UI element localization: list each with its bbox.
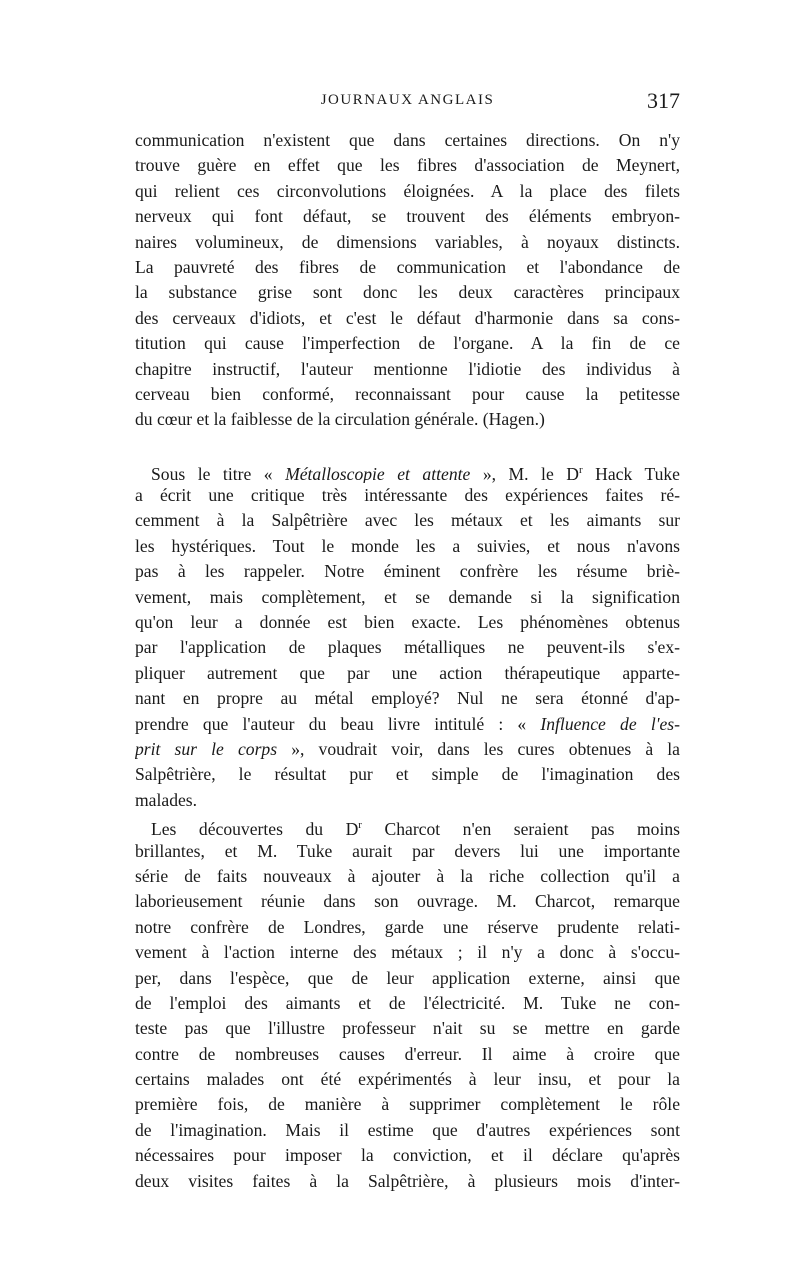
text-run: », voudrait voir, dans les cures obtenues à la xyxy=(277,738,680,759)
text-line: de l'emploi des aimants et de l'électricité. M. Tuke ne con- xyxy=(135,992,680,1013)
text-line xyxy=(135,458,680,483)
text-line: première fois, de manière à supprimer complètement le rôle xyxy=(135,1094,680,1115)
text-line: de l'imagination. Mais il estime que d'autres expériences sont xyxy=(135,1119,680,1140)
text-line xyxy=(135,813,680,838)
text-line: du cœur et la faiblesse de la circulation générale. (Hagen.) xyxy=(135,409,545,430)
text-line: per, dans l'espèce, que de leur application externe, ainsi que xyxy=(135,967,680,988)
text-run: », M. le D xyxy=(470,463,579,484)
text-line: qui relient ces circonvolutions éloignées. A la place des filets xyxy=(135,180,680,201)
text-line: pas à les rappeler. Notre éminent confrère les résume briè- xyxy=(135,561,680,582)
book-title: Métalloscopie et attente xyxy=(285,463,471,484)
text-line: contre de nombreuses causes d'erreur. Il aime à croire que xyxy=(135,1043,680,1064)
superscript: r xyxy=(578,463,583,476)
running-head xyxy=(135,88,680,116)
text-line: nerveux qui font défaut, se trouvent des éléments embryon- xyxy=(135,206,680,227)
paragraph-gap xyxy=(135,433,680,458)
text-line: série de faits nouveaux à ajouter à la riche collection qu'il a xyxy=(135,865,680,886)
superscript: r xyxy=(358,819,362,832)
running-title: JOURNAUX ANGLAIS xyxy=(320,92,495,108)
body-text xyxy=(135,128,680,1194)
text-line: trouve guère en effet que les fibres d'association de Meynert, xyxy=(135,155,680,176)
paragraph-1 xyxy=(135,128,680,433)
text-line: titution qui cause l'imperfection de l'organe. A la fin de ce xyxy=(135,333,680,354)
text-line: cemment à la Salpêtrière avec les métaux et les aimants sur xyxy=(135,510,680,531)
text-line: communication n'existent que dans certaines directions. On n'y xyxy=(135,130,680,150)
book-title: Influence de l'es- xyxy=(540,713,680,734)
text-line: a écrit une critique très intéressante des expériences faites ré- xyxy=(135,485,680,506)
text-line: malades. xyxy=(135,789,198,810)
text-line: Salpêtrière, le résultat pur et simple de l'imagination des xyxy=(135,764,680,785)
text-line: certains malades ont été expérimentés à leur insu, et pour la xyxy=(135,1069,680,1090)
text-line: qu'on leur a donnée est bien exacte. Les phénomènes obtenus xyxy=(135,612,680,633)
text-line: la substance grise sont donc les deux caractères principaux xyxy=(135,282,680,303)
paragraph-3 xyxy=(135,813,680,1194)
text-run: Charcot n'en seraient pas moins xyxy=(361,819,680,839)
text-line: les hystériques. Tout le monde les a suivies, et nous n'avons xyxy=(135,535,680,556)
text-line: cerveau bien conformé, reconnaissant pour cause la petitesse xyxy=(135,383,680,404)
text-line xyxy=(135,737,680,762)
text-line: naires volumineux, de dimensions variables, à noyaux distincts. xyxy=(135,231,680,252)
text-line: La pauvreté des fibres de communication et l'abondance de xyxy=(135,256,680,277)
text-line: notre confrère de Londres, garde une réserve prudente relati- xyxy=(135,916,680,937)
text-line xyxy=(135,712,680,737)
book-title: prit sur le corps xyxy=(135,738,278,759)
text-run: prendre que l'auteur du beau livre intitulé : « xyxy=(135,713,541,734)
text-line: vement à l'action interne des métaux ; il n'y a donc à s'occu- xyxy=(135,942,680,963)
text-line: nant en propre au métal employé? Nul ne sera étonné d'ap- xyxy=(135,688,680,709)
text-line: chapitre instructif, l'auteur mentionne l'idiotie des individus à xyxy=(135,358,680,379)
text-line: des cerveaux d'idiots, et c'est le défaut d'harmonie dans sa cons- xyxy=(135,307,680,328)
text-line: pliquer autrement que par une action thérapeutique apparte- xyxy=(135,662,680,683)
text-run: Les découvertes du D xyxy=(151,819,359,839)
text-line: par l'application de plaques métalliques ne peuvent-ils s'ex- xyxy=(135,637,680,658)
page-number: 317 xyxy=(647,88,680,113)
text-line: deux visites faites à la Salpêtrière, à plusieurs mois d'inter- xyxy=(135,1170,680,1191)
text-line: teste pas que l'illustre professeur n'ait su se mettre en garde xyxy=(135,1018,680,1039)
text-line: vement, mais complètement, et se demande si la signification xyxy=(135,586,680,607)
text-line: brillantes, et M. Tuke aurait par devers lui une importante xyxy=(135,840,680,861)
text-run: Sous le titre « xyxy=(151,463,286,484)
text-run: Hack Tuke xyxy=(582,463,680,484)
paragraph-2 xyxy=(135,458,680,813)
text-line: laborieusement réunie dans son ouvrage. M. Charcot, remarque xyxy=(135,891,680,912)
text-line: nécessaires pour imposer la conviction, et il déclare qu'après xyxy=(135,1145,680,1166)
